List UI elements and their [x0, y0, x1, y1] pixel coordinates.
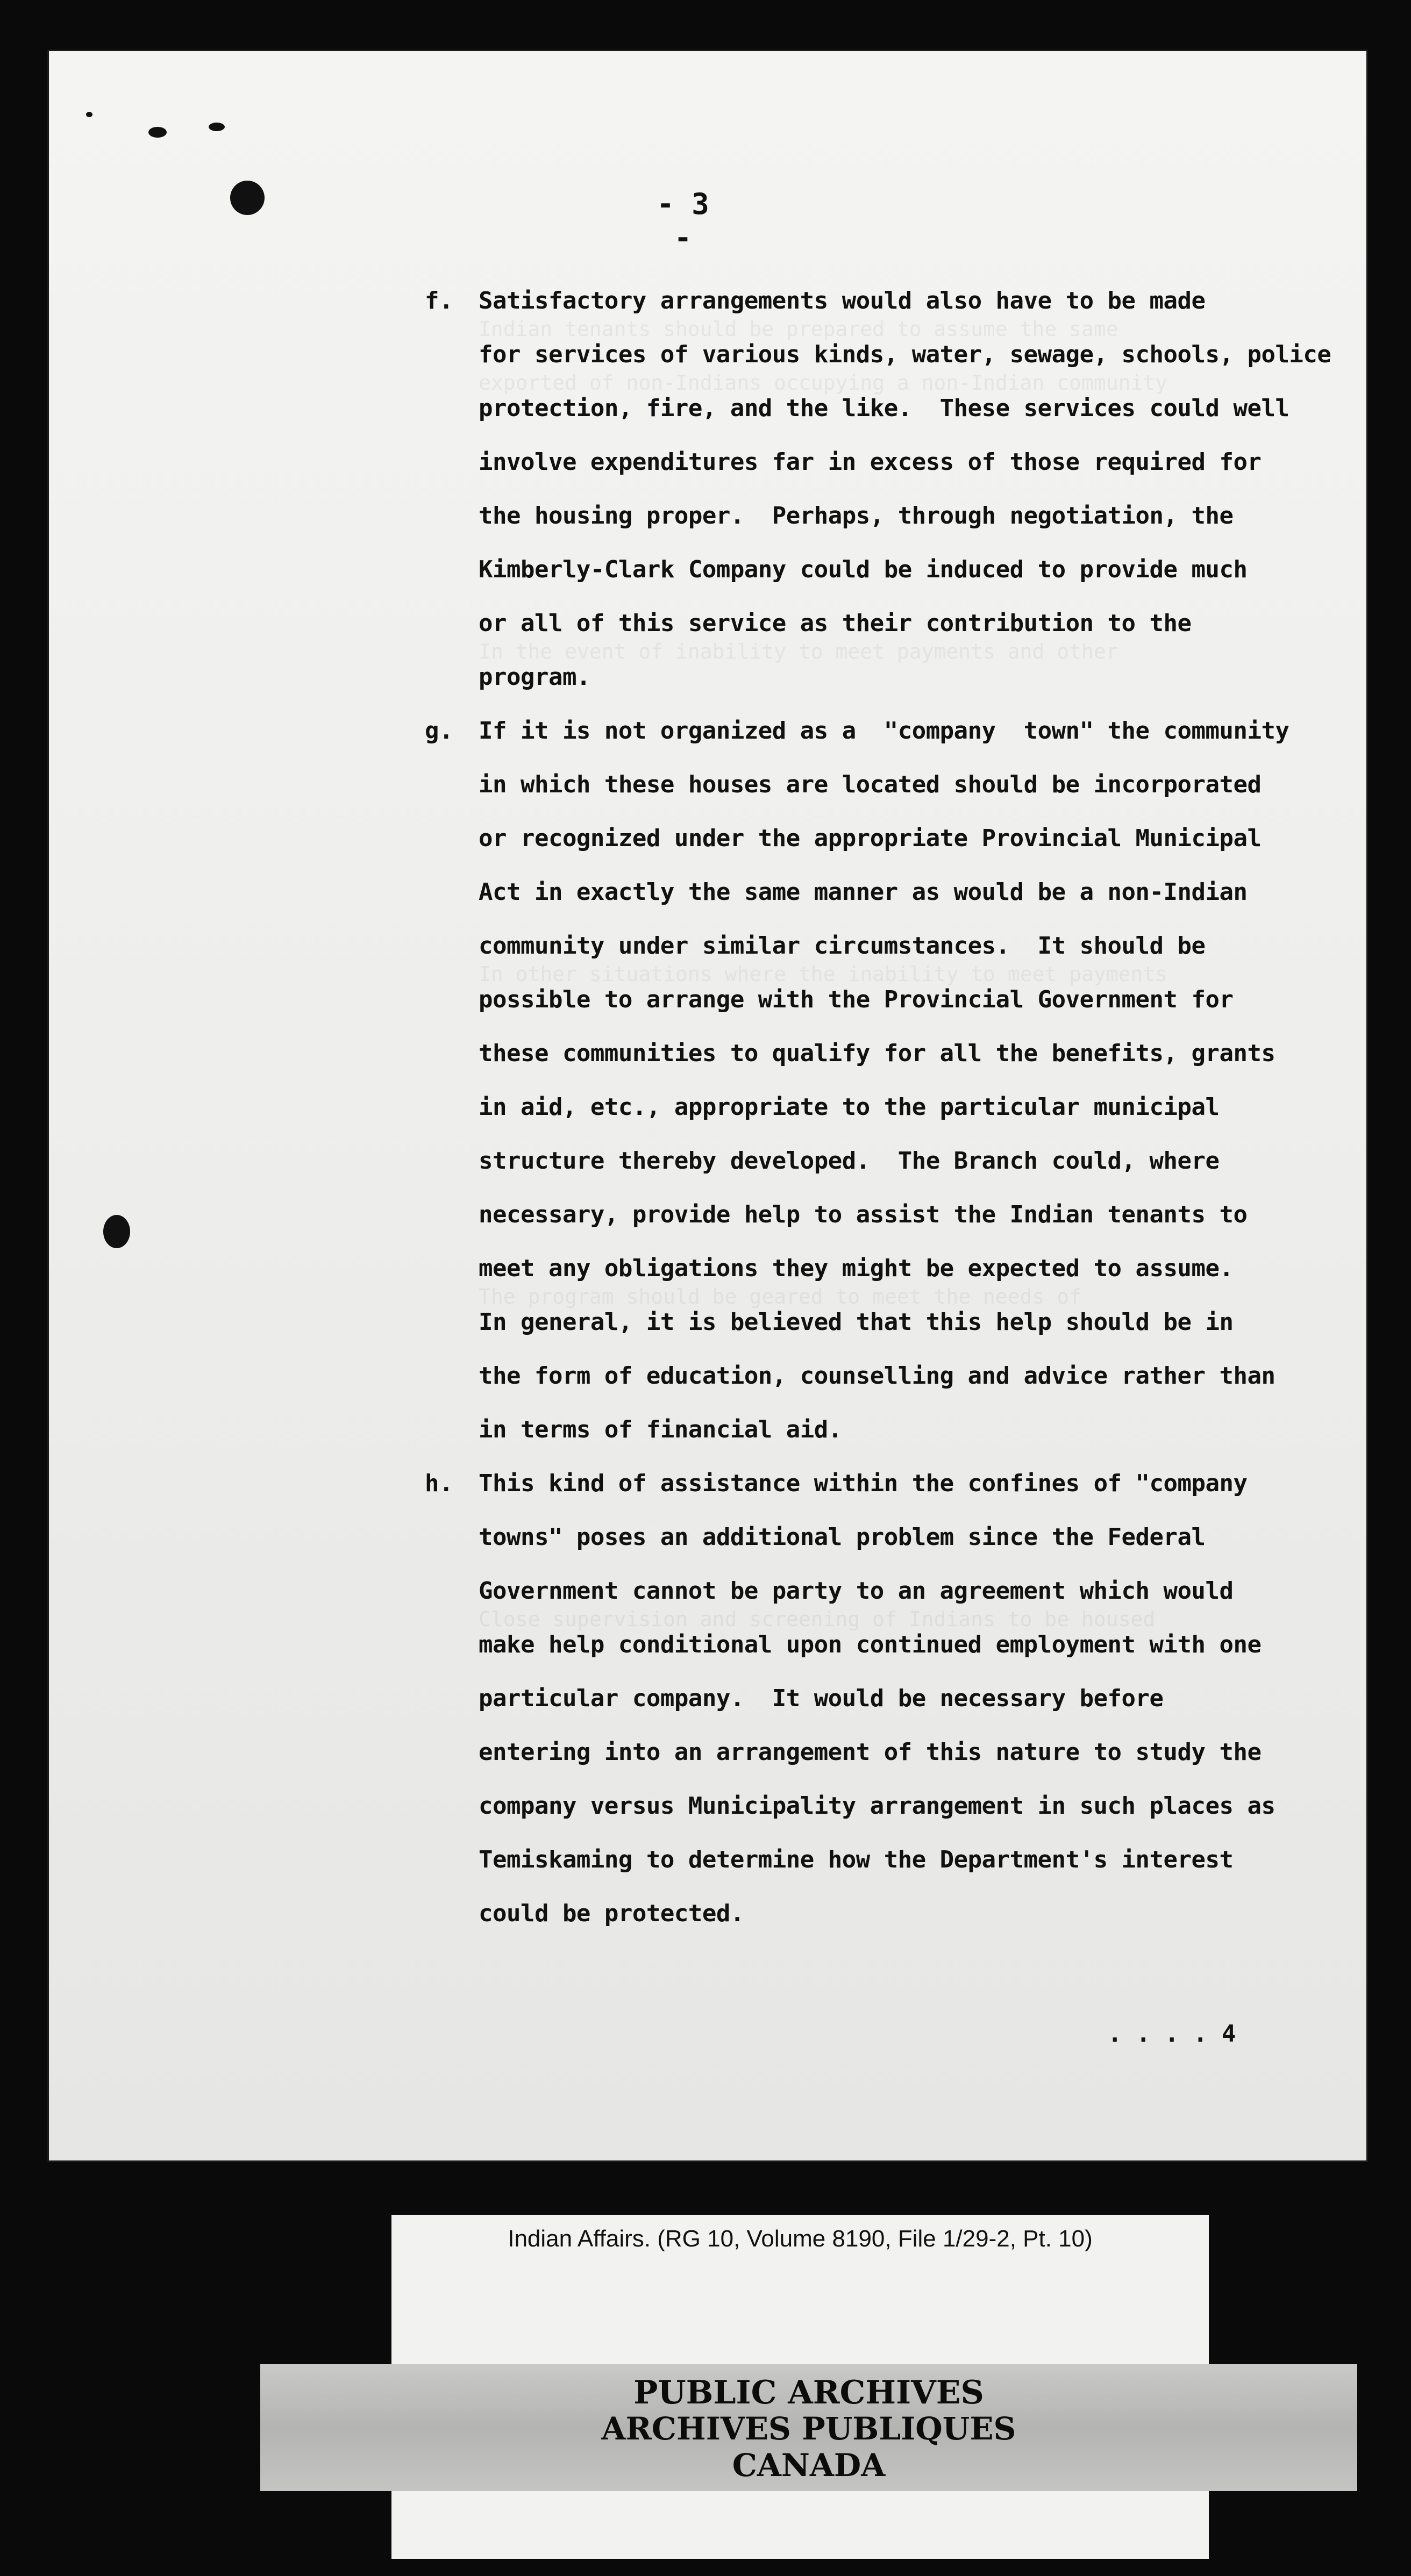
paragraph-line: these communities to qualify for all the benefits, grants [479, 1040, 1275, 1067]
paragraph-line: in aid, etc., appropriate to the particular municipal [479, 1093, 1220, 1121]
paragraph-line: Temiskaming to determine how the Department's interest [479, 1846, 1234, 1873]
paragraph-line: company versus Municipality arrangement in such places as [479, 1792, 1275, 1820]
dust-speck [148, 127, 167, 138]
paragraph-marker: h. [425, 1470, 453, 1497]
paragraph-line: possible to arrange with the Provincial Government for [479, 986, 1234, 1013]
punch-hole [103, 1215, 130, 1248]
paragraph-line: make help conditional upon continued employment with one [479, 1631, 1262, 1658]
dust-speck [209, 123, 225, 131]
punch-hole [230, 181, 265, 215]
paragraph-line: protection, fire, and the like. These services could well [479, 395, 1289, 422]
stamp-line: CANADA [732, 2447, 886, 2484]
archive-stamp [260, 2364, 1357, 2491]
archive-citation: Indian Affairs. (RG 10, Volume 8190, File 1/29-2, Pt. 10) [508, 2226, 1093, 2252]
paragraph-marker: g. [425, 717, 453, 745]
stamp-line: ARCHIVES PUBLIQUES [601, 2410, 1016, 2447]
paragraph-line: Government cannot be party to an agreement which would [479, 1577, 1234, 1605]
paragraph-line: in terms of financial aid. [479, 1416, 842, 1443]
paragraph-line: structure thereby developed. The Branch could, where [479, 1147, 1220, 1175]
paragraph-line: in which these houses are located should be incorporated [479, 771, 1262, 798]
paragraph-line: for services of various kinds, water, sewage, schools, police [479, 341, 1331, 368]
paragraph-line: the housing proper. Perhaps, through negotiation, the [479, 502, 1234, 529]
dust-speck [86, 112, 92, 117]
paragraph-line: or recognized under the appropriate Provincial Municipal [479, 825, 1262, 852]
stamp-line: PUBLIC ARCHIVES [633, 2374, 984, 2412]
paragraph-line: particular company. It would be necessary before [479, 1685, 1164, 1712]
paragraph-line: necessary, provide help to assist the Indian tenants to [479, 1201, 1248, 1228]
paragraph-line: If it is not organized as a "company town" the community [479, 717, 1289, 745]
paragraph-line: Kimberly-Clark Company could be induced to provide much [479, 556, 1248, 583]
paragraph-line: program. [479, 663, 590, 691]
paragraph-line: Act in exactly the same manner as would be a non-Indian [479, 878, 1248, 906]
paragraph-line: could be protected. [479, 1900, 744, 1927]
continuation-marker: . . . . 4 [1108, 2020, 1236, 2048]
paragraph-line: involve expenditures far in excess of those required for [479, 448, 1262, 476]
paragraph-line: towns" poses an additional problem since the Federal [479, 1523, 1206, 1551]
paragraph-line: the form of education, counselling and advice rather than [479, 1362, 1275, 1390]
paragraph-line: community under similar circumstances. It should be [479, 932, 1206, 960]
paragraph-line: Satisfactory arrangements would also have to be made [479, 287, 1206, 314]
paragraph-line: This kind of assistance within the confines of "company [479, 1470, 1248, 1497]
page-number: - 3 - [657, 187, 709, 255]
paragraph-line: meet any obligations they might be expected to assume. [479, 1255, 1234, 1282]
paragraph-marker: f. [425, 287, 453, 314]
paragraph-line: entering into an arrangement of this nature to study the [479, 1738, 1262, 1766]
paragraph-line: In general, it is believed that this help should be in [479, 1308, 1234, 1336]
paragraph-line: or all of this service as their contribution to the [479, 610, 1192, 637]
